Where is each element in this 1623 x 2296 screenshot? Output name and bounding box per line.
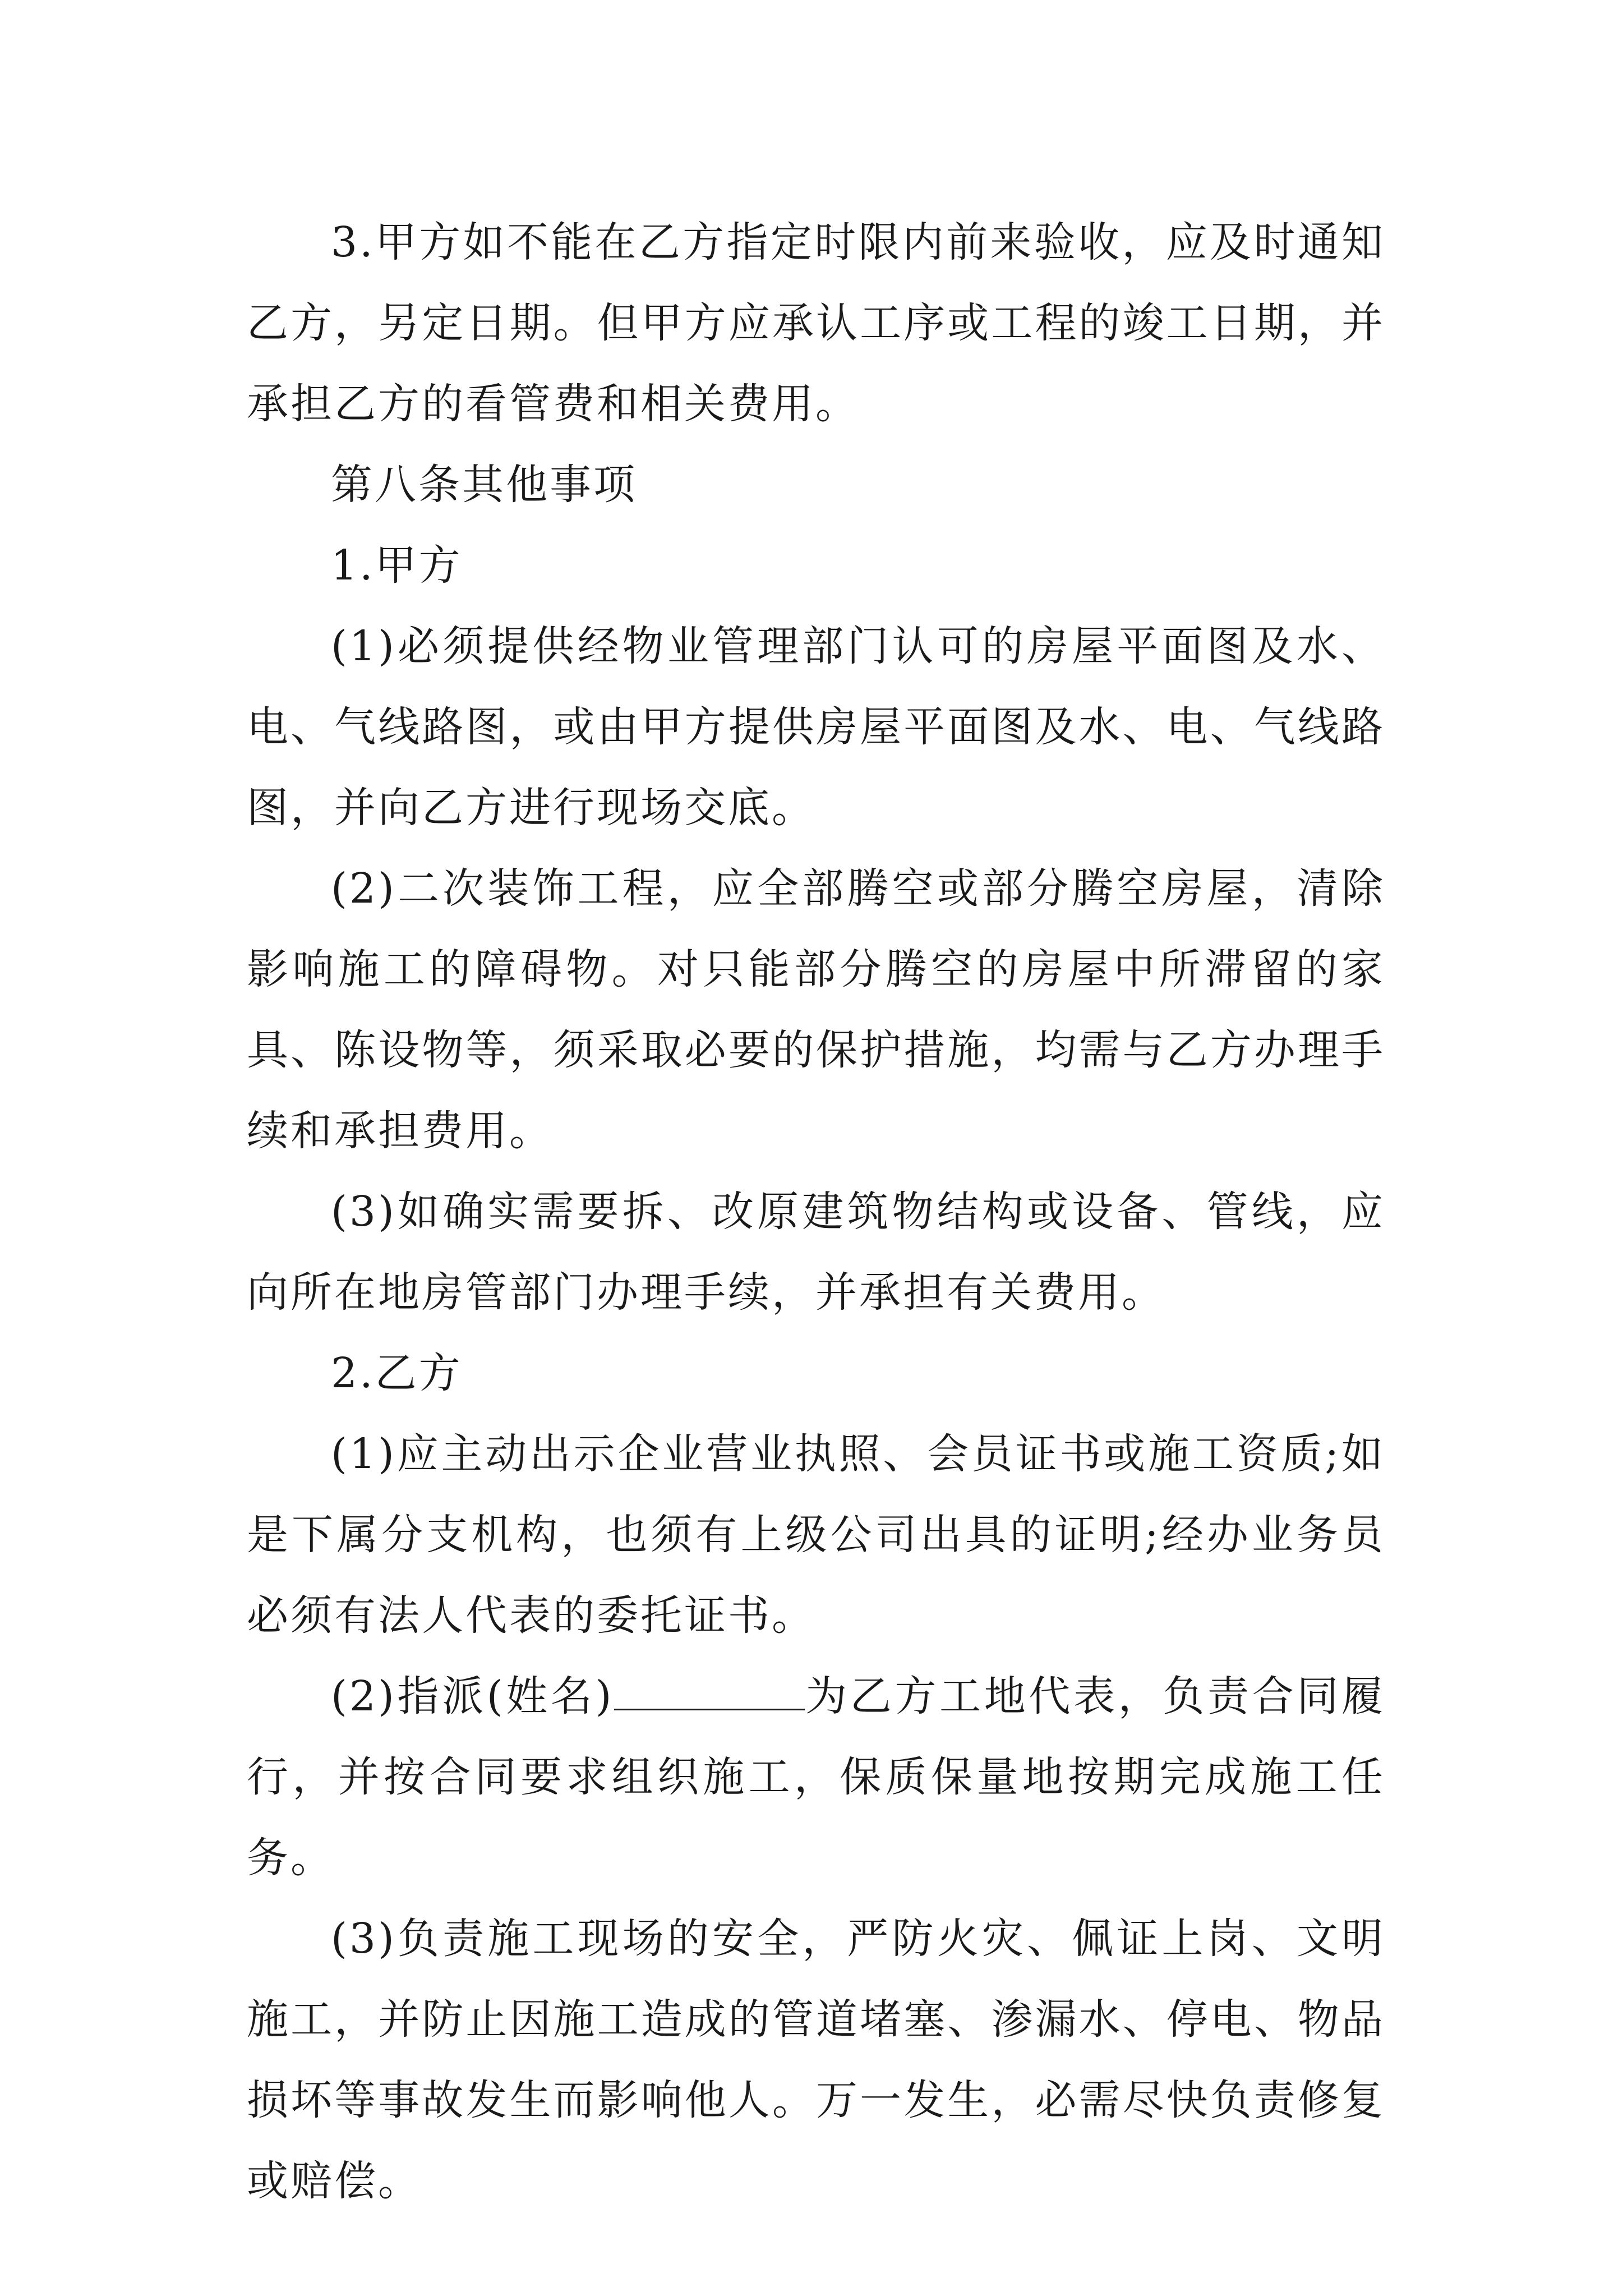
subheading-party-b: 2.乙方 [331, 1349, 463, 1397]
paragraph-party-a-item-2: (2)二次装饰工程，应全部腾空或部分腾空房屋，清除影响施工的障碍物。对只能部分腾空的房屋中所滞留的家具、陈设物等，须采取必要的保护措施，均需与乙方办理手续和承担费用。 [247, 864, 1385, 1155]
subheading-party-a: 1.甲方 [331, 541, 463, 590]
paragraph-party-a-item-3: (3)如确实需要拆、改原建筑物结构或设备、管线，应向所在地房管部门办理手续，并承担有关费用。 [247, 1188, 1385, 1317]
designate-text-before: (2)指派(姓名) [331, 1672, 614, 1720]
paragraph-party-b-item-3: (3)负责施工现场的安全，严防火灾、佩证上岗、文明施工，并防止因施工造成的管道堵塞、渗漏水、停电、物品损坏等事故发生而影响他人。万一发生，必需尽快负责修复或赔偿。 [247, 1915, 1385, 2205]
paragraph-party-b-item-1: (1)应主动出示企业营业执照、会员证书或施工资质;如是下属分支机构，也须有上级公司出具的证明;经办业务员必须有法人代表的委托证书。 [247, 1430, 1385, 1640]
paragraph-acceptance-notice: 3.甲方如不能在乙方指定时限内前来验收，应及时通知乙方，另定日期。但甲方应承认工序或工程的竣工日期，并承担乙方的看管费和相关费用。 [247, 218, 1385, 428]
document-body [247, 202, 1385, 2221]
site-representative-name-blank [614, 1675, 805, 1710]
paragraph-party-a-item-1: (1)必须提供经物业管理部门认可的房屋平面图及水、电、气线路图，或由甲方提供房屋平面图及水、电、气线路图，并向乙方进行现场交底。 [247, 622, 1385, 832]
paragraph-party-b-item-2 [247, 1656, 1385, 1898]
section-heading-article-8: 第八条其他事项 [331, 461, 637, 509]
designate-text-after: 为乙方工地代表，负责合同履行，并按合同要求组织施工，保质保量地按期完成施工任务。 [247, 1672, 1386, 1882]
